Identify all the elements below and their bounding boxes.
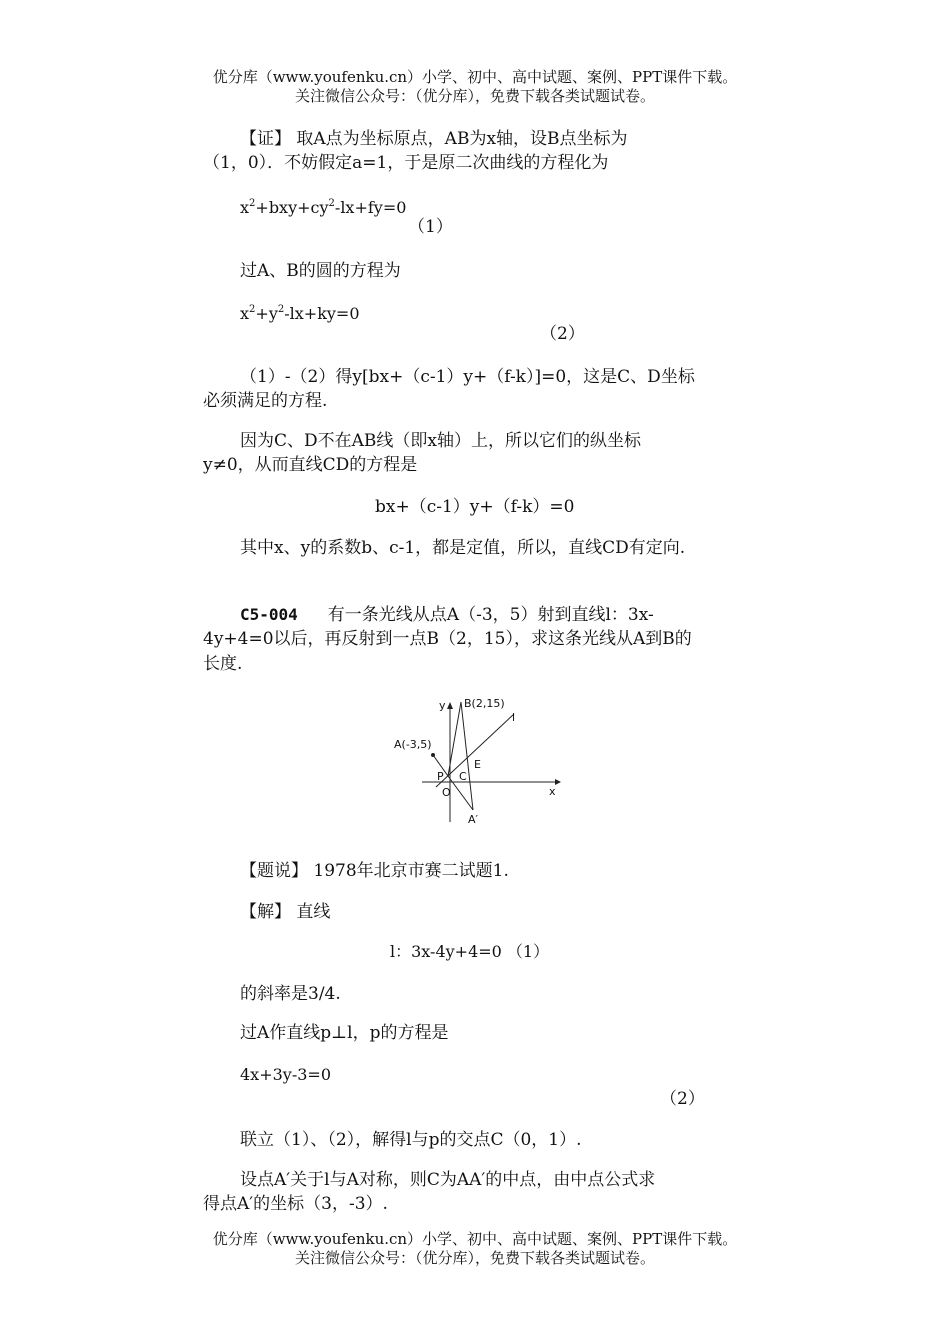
equation-2: $x^2+y^2-lx+ky=0$ <box>240 304 360 323</box>
footer-line-1: 优分库（www.youfenku.cn）小学、初中、高中试题、案例、PPT课件下载。 <box>212 1230 738 1248</box>
solution-line-4: 设点A′关于l与A对称，则C为AA′的中点，由中点公式求 <box>240 1170 656 1190</box>
label-p: P <box>437 770 444 783</box>
x-axis-arrow <box>555 779 561 785</box>
y-axis-arrow <box>447 702 453 709</box>
equation-1: $x^2+bxy+cy^2-lx+fy=0$ <box>240 198 407 217</box>
segment-a-prime-to-b <box>461 702 473 810</box>
solution-equation-1: l：3x-4y+4=0 （1） <box>390 942 550 961</box>
label-o: O <box>442 786 451 799</box>
solution-line-3: 联立（1）、（2），解得l与p的交点C（0，1）. <box>240 1130 582 1150</box>
header-line-2: 关注微信公众号：（优分库），免费下载各类试题试卷。 <box>294 87 655 105</box>
proof-line-5: 必须满足的方程. <box>203 391 328 411</box>
figure-diagram <box>392 692 570 837</box>
equation-3: bx+（c-1）y+（f-k）=0 <box>375 497 575 517</box>
proof-line-1: 【证】 取A点为坐标原点，AB为x轴，设B点坐标为 <box>240 129 628 149</box>
proof-line-7: y≠0，从而直线CD的方程是 <box>203 455 418 475</box>
proof-line-3: 过A、B的圆的方程为 <box>240 261 401 281</box>
problem-code: C5-004 <box>240 605 298 624</box>
label-b: B(2,15) <box>464 697 505 710</box>
problem-line-3: 长度. <box>203 654 243 674</box>
point-a <box>431 753 435 757</box>
label-l: l <box>512 711 516 724</box>
solution-intro: 【解】 直线 <box>240 902 331 922</box>
solution-line-2: 过A作直线p⊥l，p的方程是 <box>240 1023 449 1043</box>
label-x: x <box>549 785 556 798</box>
equation-1-number: （1） <box>408 217 453 237</box>
problem-line-2: 4y+4=0以后，再反射到一点B（2，15），求这条光线从A到B的 <box>203 629 692 649</box>
label-a-prime: A′ <box>468 813 479 826</box>
solution-line-5: 得点A′的坐标（3，-3）. <box>203 1194 388 1214</box>
proof-line-6: 因为C、D不在AB线（即x轴）上，所以它们的纵坐标 <box>240 431 641 451</box>
header-line-1: 优分库（www.youfenku.cn）小学、初中、高中试题、案例、PPT课件下载。 <box>212 68 738 86</box>
solution-equation-2-number: （2） <box>660 1089 705 1109</box>
equation-2-number: （2） <box>540 324 585 344</box>
proof-line-8: 其中x、y的系数b、c-1，都是定值，所以，直线CD有定向. <box>240 538 686 558</box>
label-e: E <box>474 758 481 771</box>
solution-line-1: 的斜率是3/4. <box>240 984 341 1004</box>
label-y: y <box>439 699 446 712</box>
footer-line-2: 关注微信公众号：（优分库），免费下载各类试题试卷。 <box>294 1249 655 1267</box>
problem-line-1: C5-004 有一条光线从点A（-3，5）射到直线l：3x- <box>240 605 654 625</box>
proof-line-2: （1，0）．不妨假定a=1，于是原二次曲线的方程化为 <box>203 153 609 173</box>
solution-equation-2: 4x+3y-3=0 <box>240 1065 331 1084</box>
reflection-diagram <box>392 692 570 832</box>
problem-note: 【题说】 1978年北京市赛二试题1. <box>240 861 509 881</box>
proof-line-4: （1）-（2）得y[bx+（c-1）y+（f-k）]=0，这是C、D坐标 <box>240 367 695 387</box>
label-c: C <box>459 770 467 783</box>
label-a: A(-3,5) <box>394 738 432 751</box>
